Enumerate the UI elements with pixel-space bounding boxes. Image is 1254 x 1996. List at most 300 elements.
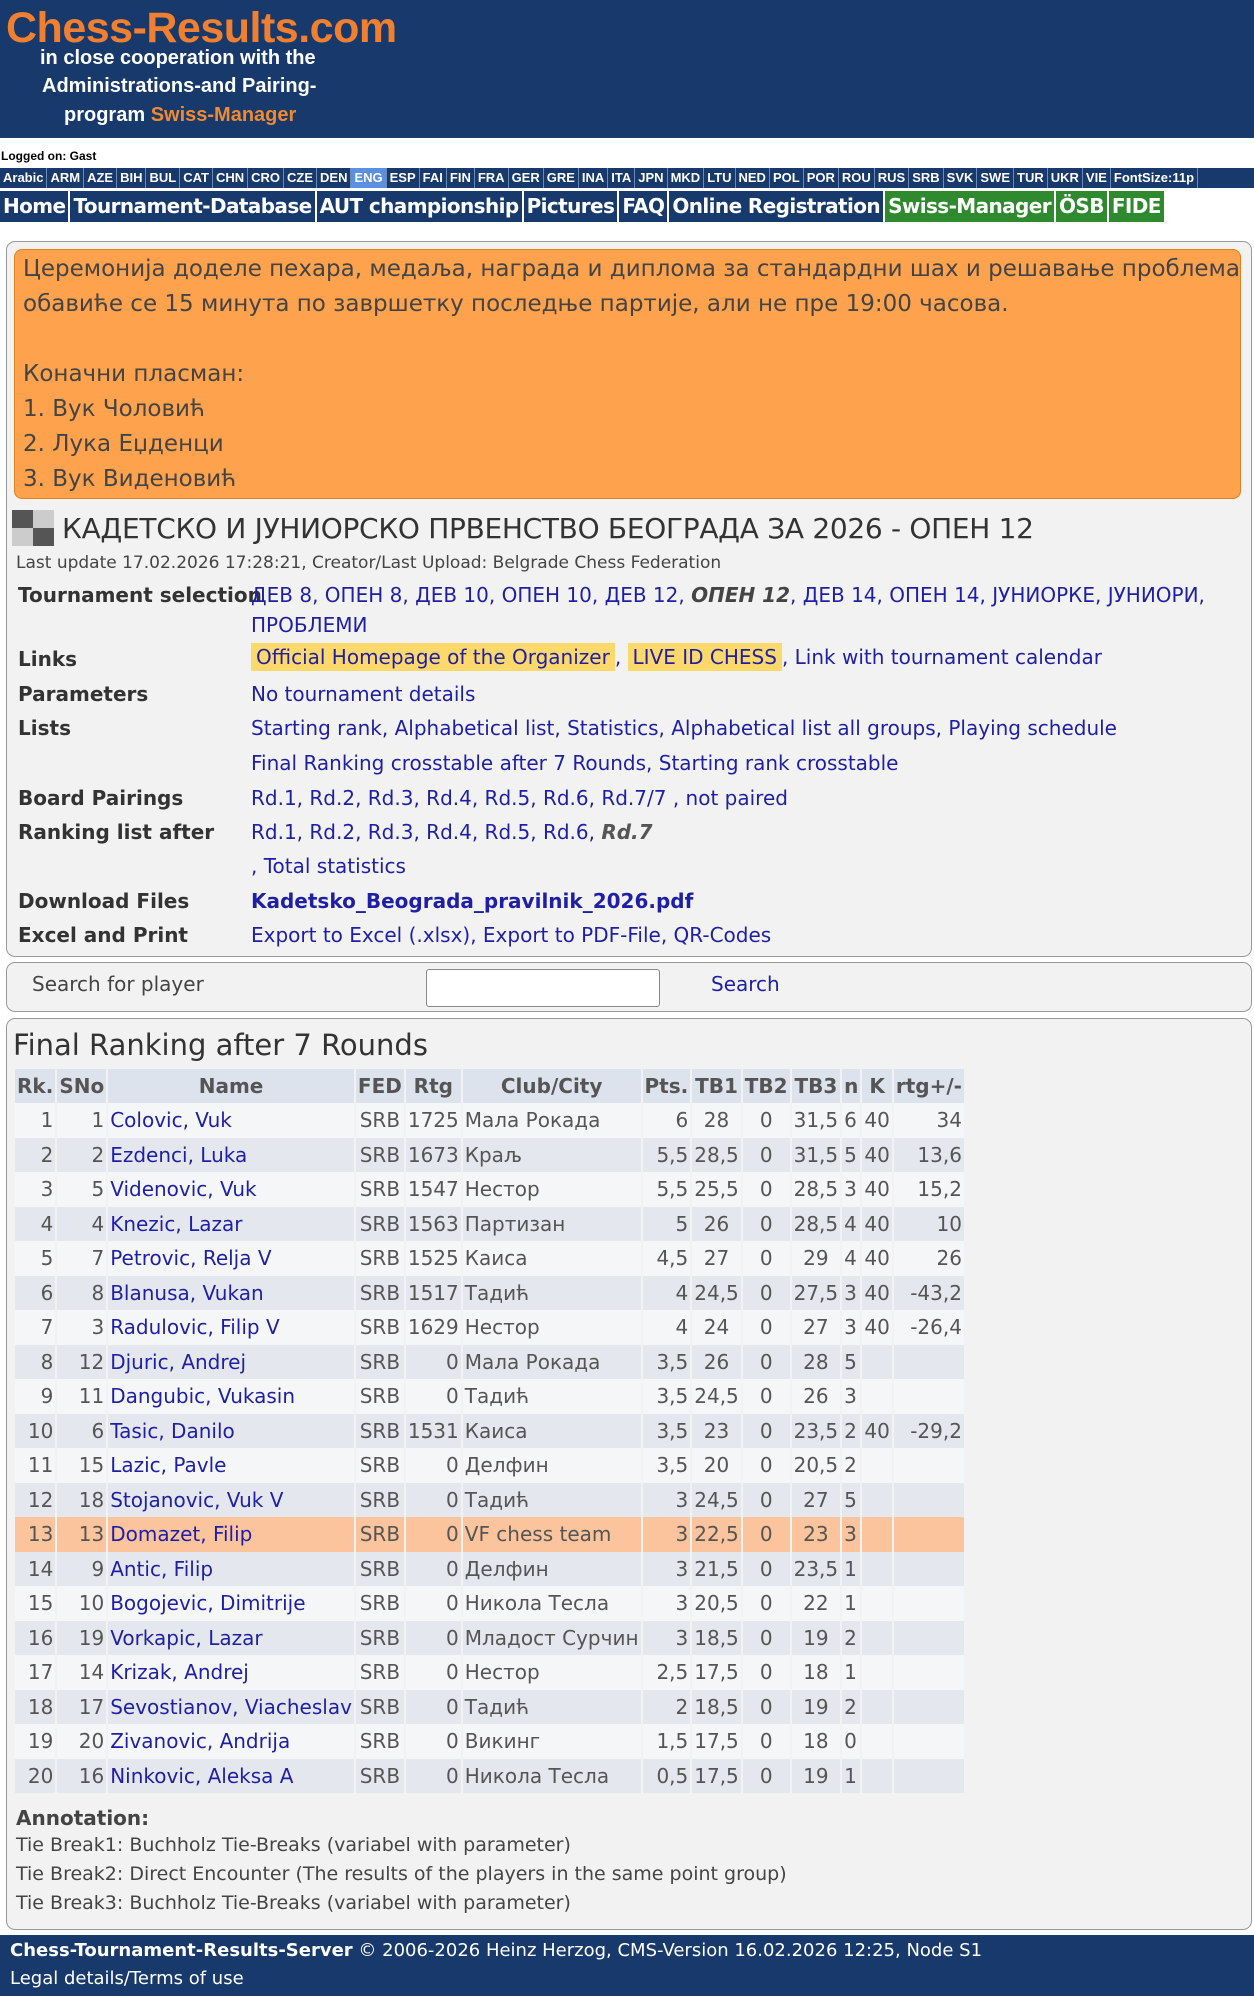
table-cell: SRB bbox=[356, 1172, 404, 1207]
table-cell: 1 bbox=[842, 1655, 860, 1690]
table-cell: 2 bbox=[842, 1621, 860, 1656]
table-cell: 5 bbox=[842, 1345, 860, 1380]
language-arabic[interactable]: Arabic bbox=[0, 168, 47, 188]
language-arm[interactable]: ARM bbox=[47, 168, 84, 188]
table-cell: 1 bbox=[57, 1103, 106, 1138]
table-cell: 26 bbox=[792, 1379, 841, 1414]
logo-tagline-2: Administrations-and Pairing- bbox=[42, 75, 317, 97]
table-cell: 3 bbox=[643, 1586, 691, 1621]
table-cell: 12 bbox=[15, 1483, 55, 1518]
table-cell: 28 bbox=[692, 1103, 741, 1138]
table-cell bbox=[862, 1621, 891, 1656]
table-cell: 0 bbox=[743, 1172, 790, 1207]
table-cell: 40 bbox=[862, 1138, 891, 1173]
table-cell: 5 bbox=[643, 1207, 691, 1242]
table-cell: 14 bbox=[15, 1552, 55, 1587]
table-cell: VF chess team bbox=[463, 1517, 641, 1552]
table-cell: 19 bbox=[792, 1759, 841, 1794]
table-cell bbox=[894, 1379, 964, 1414]
language-cro[interactable]: CRO bbox=[248, 168, 284, 188]
nav-faq[interactable]: FAQ bbox=[619, 191, 669, 222]
language-ltu[interactable]: LTU bbox=[704, 168, 735, 188]
ranking-title: Final Ranking after 7 Rounds bbox=[13, 1028, 428, 1062]
table-row bbox=[15, 1172, 964, 1207]
table-cell: 4,5 bbox=[643, 1241, 691, 1276]
table-cell: 23,5 bbox=[792, 1552, 841, 1587]
table-row bbox=[15, 1655, 964, 1690]
nav-tournament-database[interactable]: Tournament-Database bbox=[70, 191, 316, 222]
nav-aut-championship[interactable]: AUT championship bbox=[317, 191, 524, 222]
language-esp[interactable]: ESP bbox=[387, 168, 420, 188]
logo-brand: Swiss-Manager bbox=[150, 104, 297, 126]
tournament-selection-item[interactable]: ОПЕН 8 bbox=[324, 583, 403, 607]
table-cell: 26 bbox=[692, 1345, 741, 1380]
language-svk[interactable]: SVK bbox=[944, 168, 978, 188]
table-cell: 18,5 bbox=[692, 1690, 741, 1725]
table-cell: 29 bbox=[792, 1241, 841, 1276]
ranking-list-label: Ranking list after bbox=[18, 820, 215, 844]
table-cell: 6 bbox=[57, 1414, 106, 1449]
table-cell: SRB bbox=[356, 1448, 404, 1483]
annotation-tb2: Tie Break2: Direct Encounter (The results of the players in the same point group) bbox=[16, 1863, 787, 1885]
notice-line: 1. Вук Чоловић bbox=[23, 396, 205, 422]
table-cell: 1 bbox=[842, 1552, 860, 1587]
table-cell: 25,5 bbox=[692, 1172, 741, 1207]
table-cell: 1725 bbox=[406, 1103, 461, 1138]
table-cell: 2 bbox=[842, 1448, 860, 1483]
table-cell: SRB bbox=[356, 1310, 404, 1345]
excel-print-label: Excel and Print bbox=[18, 923, 188, 947]
player-name-link[interactable]: Antic, Filip bbox=[108, 1552, 354, 1587]
language-chn[interactable]: CHN bbox=[213, 168, 248, 188]
table-cell: 0 bbox=[406, 1690, 461, 1725]
table-cell bbox=[894, 1724, 964, 1759]
table-cell: -26,4 bbox=[894, 1310, 964, 1345]
language-den[interactable]: DEN bbox=[317, 168, 351, 188]
table-cell: 3 bbox=[842, 1172, 860, 1207]
language-por[interactable]: POR bbox=[804, 168, 839, 188]
table-cell: 0 bbox=[743, 1103, 790, 1138]
table-cell: 1,5 bbox=[643, 1724, 691, 1759]
language-eng[interactable]: ENG bbox=[351, 168, 386, 188]
table-cell: 11 bbox=[15, 1448, 55, 1483]
notice-line: обавиће се 15 минута по завршетку последње партије, али не пре 19:00 часова. bbox=[23, 291, 1009, 317]
table-cell bbox=[894, 1655, 964, 1690]
table-cell: 26 bbox=[692, 1207, 741, 1242]
table-cell bbox=[862, 1379, 891, 1414]
tournament-title: КАДЕТСКО И ЈУНИОРСКО ПРВЕНСТВО БЕОГРАДА ЗА 2026 - ОПЕН 12 bbox=[62, 512, 1034, 545]
tournament-selection-item[interactable]: ДЕВ 14 bbox=[802, 583, 877, 607]
table-cell: 4 bbox=[842, 1241, 860, 1276]
table-cell: 27 bbox=[792, 1483, 841, 1518]
table-cell: 0 bbox=[743, 1724, 790, 1759]
tournament-selection-label: Tournament selection bbox=[18, 583, 262, 607]
live-chess-link[interactable]: LIVE ID CHESS bbox=[628, 643, 782, 671]
board-pairings-label: Board Pairings bbox=[18, 786, 184, 810]
table-cell: 17 bbox=[57, 1690, 106, 1725]
table-cell: 0 bbox=[406, 1724, 461, 1759]
language-fontsize11p[interactable]: FontSize:11p bbox=[1111, 168, 1198, 188]
table-cell bbox=[862, 1586, 891, 1621]
table-cell: 24,5 bbox=[692, 1276, 741, 1311]
language-fai[interactable]: FAI bbox=[420, 168, 447, 188]
language-mkd[interactable]: MKD bbox=[668, 168, 705, 188]
player-name-link[interactable]: Vorkapic, Lazar bbox=[108, 1621, 354, 1656]
table-cell: 0 bbox=[406, 1345, 461, 1380]
table-cell: Каиса bbox=[463, 1414, 641, 1449]
table-cell: 1525 bbox=[406, 1241, 461, 1276]
table-cell: 40 bbox=[862, 1276, 891, 1311]
table-cell: 0 bbox=[743, 1138, 790, 1173]
table-cell: 0 bbox=[842, 1724, 860, 1759]
table-cell: 2,5 bbox=[643, 1655, 691, 1690]
language-tur[interactable]: TUR bbox=[1014, 168, 1048, 188]
player-name-link[interactable]: Stojanovic, Vuk V bbox=[108, 1483, 354, 1518]
table-cell: 23 bbox=[792, 1517, 841, 1552]
table-cell: Викинг bbox=[463, 1724, 641, 1759]
language-jpn[interactable]: JPN bbox=[635, 168, 667, 188]
table-cell: SRB bbox=[356, 1379, 404, 1414]
parameters-link[interactable]: No tournament details bbox=[251, 682, 476, 706]
player-name-link[interactable]: Colovic, Vuk bbox=[108, 1103, 354, 1138]
table-cell: 22 bbox=[792, 1586, 841, 1621]
table-cell: 0 bbox=[743, 1655, 790, 1690]
table-cell bbox=[894, 1690, 964, 1725]
total-statistics-link[interactable]: , Total statistics bbox=[251, 854, 406, 878]
table-cell: 10 bbox=[57, 1586, 106, 1621]
table-cell: 10 bbox=[15, 1414, 55, 1449]
table-cell: Каиса bbox=[463, 1241, 641, 1276]
table-cell: 0 bbox=[406, 1621, 461, 1656]
language-swe[interactable]: SWE bbox=[977, 168, 1014, 188]
language-cat[interactable]: CAT bbox=[180, 168, 213, 188]
table-cell: 4 bbox=[57, 1207, 106, 1242]
nav-pictures[interactable]: Pictures bbox=[524, 191, 620, 222]
table-cell: 28,5 bbox=[692, 1138, 741, 1173]
parameters-label: Parameters bbox=[18, 682, 149, 706]
player-name-link[interactable]: Ninkovic, Aleksa A bbox=[108, 1759, 354, 1794]
table-cell: 0 bbox=[406, 1379, 461, 1414]
language-gre[interactable]: GRE bbox=[544, 168, 579, 188]
footer-copyright: Chess-Tournament-Results-Server © 2006-2026 Heinz Herzog, CMS-Version 16.02.2026 12:25, Node S1 bbox=[10, 1940, 983, 1961]
player-name-link[interactable]: Ezdenci, Luka bbox=[108, 1138, 354, 1173]
search-label: Search for player bbox=[32, 972, 204, 996]
table-cell: 0 bbox=[743, 1586, 790, 1621]
table-cell: 17,5 bbox=[692, 1759, 741, 1794]
table-cell: 3 bbox=[643, 1621, 691, 1656]
table-cell: 19 bbox=[792, 1690, 841, 1725]
search-player-input[interactable] bbox=[426, 969, 660, 1007]
table-cell: 5 bbox=[57, 1172, 106, 1207]
tournament-selection-item[interactable]: ДЕВ 12 bbox=[604, 583, 679, 607]
table-cell: 1673 bbox=[406, 1138, 461, 1173]
table-cell: Делфин bbox=[463, 1552, 641, 1587]
language-ita[interactable]: ITA bbox=[608, 168, 635, 188]
player-name-link[interactable]: Blanusa, Vukan bbox=[108, 1276, 354, 1311]
language-bih[interactable]: BIH bbox=[117, 168, 146, 188]
column-header: TB1 bbox=[692, 1069, 741, 1103]
logged-on-status: Logged on: Gast bbox=[1, 149, 97, 163]
table-cell bbox=[862, 1517, 891, 1552]
table-cell: 28,5 bbox=[792, 1172, 841, 1207]
table-row bbox=[15, 1724, 964, 1759]
table-cell: 1547 bbox=[406, 1172, 461, 1207]
links-label: Links bbox=[18, 647, 78, 671]
table-cell: 19 bbox=[792, 1621, 841, 1656]
table-cell: SRB bbox=[356, 1345, 404, 1380]
table-cell bbox=[862, 1552, 891, 1587]
table-cell: 0 bbox=[743, 1517, 790, 1552]
table-cell: 24,5 bbox=[692, 1483, 741, 1518]
player-name-link[interactable]: Krizak, Andrej bbox=[108, 1655, 354, 1690]
lists-links-2[interactable]: Final Ranking crosstable after 7 Rounds, Starting rank crosstable bbox=[251, 751, 899, 775]
table-cell: 21,5 bbox=[692, 1552, 741, 1587]
column-header: FED bbox=[356, 1069, 404, 1103]
table-cell: 5 bbox=[15, 1241, 55, 1276]
table-cell: SRB bbox=[356, 1690, 404, 1725]
nav--sb[interactable]: ÖSB bbox=[1056, 191, 1109, 222]
board-pairings-links[interactable]: Rd.1, Rd.2, Rd.3, Rd.4, Rd.5, Rd.6, Rd.7/7 , not paired bbox=[251, 786, 788, 810]
table-cell: 0 bbox=[406, 1552, 461, 1587]
current-round: Rd.7 bbox=[601, 820, 653, 844]
table-cell: 3 bbox=[643, 1552, 691, 1587]
lists-links[interactable]: Starting rank, Alphabetical list, Statistics, Alphabetical list all groups, Playing schedule bbox=[251, 716, 1117, 740]
table-cell bbox=[862, 1448, 891, 1483]
table-cell: Нестор bbox=[463, 1172, 641, 1207]
table-cell: 5 bbox=[842, 1138, 860, 1173]
table-cell: 16 bbox=[15, 1621, 55, 1656]
table-cell bbox=[862, 1724, 891, 1759]
table-cell: 0 bbox=[743, 1483, 790, 1518]
table-cell: Краљ bbox=[463, 1138, 641, 1173]
column-header: TB2 bbox=[743, 1069, 790, 1103]
tournament-selection-item[interactable]: ОПЕН 14 bbox=[889, 583, 980, 607]
table-cell: 0 bbox=[406, 1483, 461, 1518]
language-rou[interactable]: ROU bbox=[839, 168, 875, 188]
player-name-link[interactable]: Zivanovic, Andrija bbox=[108, 1724, 354, 1759]
official-homepage-link[interactable]: Official Homepage of the Organizer bbox=[251, 643, 615, 671]
tournament-selection-item[interactable]: ОПЕН 12 bbox=[691, 583, 791, 607]
player-name-link[interactable]: Djuric, Andrej bbox=[108, 1345, 354, 1380]
table-cell: Делфин bbox=[463, 1448, 641, 1483]
language-rus[interactable]: RUS bbox=[875, 168, 909, 188]
column-header: Club/City bbox=[463, 1069, 641, 1103]
legal-link[interactable]: Legal details/Terms of use bbox=[10, 1968, 244, 1989]
tournament-selection-link[interactable]: ПРОБЛЕМИ bbox=[251, 613, 368, 637]
table-cell: 5,5 bbox=[643, 1172, 691, 1207]
search-button[interactable]: Search bbox=[711, 972, 780, 996]
table-row bbox=[15, 1483, 964, 1518]
table-cell: 1 bbox=[15, 1103, 55, 1138]
table-cell: 20 bbox=[692, 1448, 741, 1483]
table-cell: 40 bbox=[862, 1103, 891, 1138]
table-cell: 6 bbox=[643, 1103, 691, 1138]
table-cell: -43,2 bbox=[894, 1276, 964, 1311]
table-cell: 1563 bbox=[406, 1207, 461, 1242]
table-cell bbox=[894, 1345, 964, 1380]
table-row bbox=[15, 1517, 964, 1552]
server-name: Chess-Tournament-Results-Server bbox=[10, 1940, 353, 1961]
table-cell: 20 bbox=[15, 1759, 55, 1794]
chessboard-icon bbox=[12, 510, 54, 546]
column-header: TB3 bbox=[792, 1069, 841, 1103]
table-cell: 15,2 bbox=[894, 1172, 964, 1207]
table-cell: 14 bbox=[57, 1655, 106, 1690]
language-fin[interactable]: FIN bbox=[447, 168, 475, 188]
language-cze[interactable]: CZE bbox=[284, 168, 317, 188]
site-logo[interactable]: Chess-Results.com bbox=[6, 4, 397, 52]
tournament-selection-item[interactable]: ЈУНИОРКЕ bbox=[992, 583, 1095, 607]
player-name-link[interactable]: Radulovic, Filip V bbox=[108, 1310, 354, 1345]
table-cell: 24,5 bbox=[692, 1379, 741, 1414]
player-name-link[interactable]: Videnovic, Vuk bbox=[108, 1172, 354, 1207]
lists-label: Lists bbox=[18, 716, 71, 740]
table-cell: Нестор bbox=[463, 1655, 641, 1690]
export-links[interactable]: Export to Excel (.xlsx), Export to PDF-File, QR-Codes bbox=[251, 923, 772, 947]
player-name-link[interactable]: Tasic, Danilo bbox=[108, 1414, 354, 1449]
table-cell: SRB bbox=[356, 1276, 404, 1311]
column-header: Pts. bbox=[643, 1069, 691, 1103]
language-vie[interactable]: VIE bbox=[1083, 168, 1111, 188]
table-cell: 4 bbox=[643, 1310, 691, 1345]
language-ned[interactable]: NED bbox=[736, 168, 770, 188]
table-cell: 2 bbox=[842, 1690, 860, 1725]
table-cell: 0 bbox=[743, 1552, 790, 1587]
table-cell: Тадић bbox=[463, 1379, 641, 1414]
table-cell: 20,5 bbox=[792, 1448, 841, 1483]
table-cell bbox=[894, 1552, 964, 1587]
table-cell: 6 bbox=[15, 1276, 55, 1311]
table-cell: 1 bbox=[842, 1759, 860, 1794]
table-row bbox=[15, 1414, 964, 1449]
table-cell: 5 bbox=[842, 1483, 860, 1518]
notice-box bbox=[14, 249, 1241, 499]
player-name-link[interactable]: Petrovic, Relja V bbox=[108, 1241, 354, 1276]
language-bar bbox=[0, 168, 1254, 188]
player-name-link[interactable]: Sevostianov, Viacheslav bbox=[108, 1690, 354, 1725]
table-cell: SRB bbox=[356, 1103, 404, 1138]
language-fra[interactable]: FRA bbox=[475, 168, 509, 188]
tournament-selection-item[interactable]: ОПЕН 10 bbox=[501, 583, 592, 607]
table-cell: 13 bbox=[15, 1517, 55, 1552]
language-aze[interactable]: AZE bbox=[84, 168, 117, 188]
tournament-selection-item[interactable]: ЈУНИОРИ bbox=[1107, 583, 1199, 607]
table-cell: 40 bbox=[862, 1414, 891, 1449]
language-ukr[interactable]: UKR bbox=[1048, 168, 1083, 188]
language-bul[interactable]: BUL bbox=[146, 168, 180, 188]
table-cell: 12 bbox=[57, 1345, 106, 1380]
download-pdf-link[interactable]: Kadetsko_Beograda_pravilnik_2026.pdf bbox=[251, 889, 694, 913]
tournament-selection-item[interactable]: ДЕВ 10 bbox=[415, 583, 489, 607]
table-cell: SRB bbox=[356, 1241, 404, 1276]
notice-line: Церемонија доделе пехара, медаља, награда и диплома за стандардни шах и решавање проблема bbox=[23, 256, 1241, 282]
table-cell: 0,5 bbox=[643, 1759, 691, 1794]
language-pol[interactable]: POL bbox=[770, 168, 804, 188]
table-cell: 40 bbox=[862, 1241, 891, 1276]
table-cell: 0 bbox=[406, 1655, 461, 1690]
tournament-selection-item[interactable]: ДЕВ 8 bbox=[251, 583, 313, 607]
table-cell bbox=[862, 1690, 891, 1725]
player-name-link[interactable]: Lazic, Pavle bbox=[108, 1448, 354, 1483]
table-cell: 0 bbox=[743, 1414, 790, 1449]
table-cell: 0 bbox=[743, 1759, 790, 1794]
table-cell: 3 bbox=[15, 1172, 55, 1207]
table-row bbox=[15, 1138, 964, 1173]
column-header: n bbox=[842, 1069, 860, 1103]
table-header-row bbox=[15, 1069, 964, 1103]
language-srb[interactable]: SRB bbox=[909, 168, 943, 188]
nav-swiss-manager[interactable]: Swiss-Manager bbox=[885, 191, 1056, 222]
table-cell: Тадић bbox=[463, 1690, 641, 1725]
player-name-link[interactable]: Domazet, Filip bbox=[108, 1517, 354, 1552]
table-cell: 19 bbox=[57, 1621, 106, 1656]
table-cell: SRB bbox=[356, 1621, 404, 1656]
logo-tagline-1: in close cooperation with the bbox=[40, 47, 316, 69]
site-header bbox=[0, 0, 1254, 138]
table-cell: 13 bbox=[57, 1517, 106, 1552]
nav-fide[interactable]: FIDE bbox=[1109, 191, 1166, 222]
table-cell: 2 bbox=[842, 1414, 860, 1449]
table-cell: 1 bbox=[842, 1586, 860, 1621]
table-cell: 28,5 bbox=[792, 1207, 841, 1242]
table-cell: 2 bbox=[57, 1138, 106, 1173]
player-name-link[interactable]: Bogojevic, Dimitrije bbox=[108, 1586, 354, 1621]
table-cell: Мала Рокада bbox=[463, 1345, 641, 1380]
table-cell: Партизан bbox=[463, 1207, 641, 1242]
table-cell: 17,5 bbox=[692, 1724, 741, 1759]
table-cell: 3 bbox=[643, 1483, 691, 1518]
player-name-link[interactable]: Dangubic, Vukasin bbox=[108, 1379, 354, 1414]
table-cell: 0 bbox=[743, 1379, 790, 1414]
last-update: Last update 17.02.2026 17:28:21, Creator/Last Upload: Belgrade Chess Federation bbox=[16, 553, 722, 573]
player-name-link[interactable]: Knezic, Lazar bbox=[108, 1207, 354, 1242]
table-cell: SRB bbox=[356, 1517, 404, 1552]
language-ger[interactable]: GER bbox=[509, 168, 544, 188]
table-cell: 0 bbox=[743, 1690, 790, 1725]
table-cell bbox=[894, 1621, 964, 1656]
table-cell: 31,5 bbox=[792, 1103, 841, 1138]
table-cell: 16 bbox=[57, 1759, 106, 1794]
table-cell: 0 bbox=[406, 1586, 461, 1621]
notice-line: Коначни пласман: bbox=[23, 361, 245, 387]
table-cell: 27 bbox=[792, 1310, 841, 1345]
table-cell: 19 bbox=[15, 1724, 55, 1759]
calendar-link[interactable]: Link with tournament calendar bbox=[794, 645, 1102, 669]
table-cell: 0 bbox=[743, 1276, 790, 1311]
table-cell: 20 bbox=[57, 1724, 106, 1759]
table-cell: 0 bbox=[743, 1621, 790, 1656]
table-cell: 4 bbox=[842, 1207, 860, 1242]
table-cell: SRB bbox=[356, 1138, 404, 1173]
table-cell: 1531 bbox=[406, 1414, 461, 1449]
language-ina[interactable]: INA bbox=[579, 168, 608, 188]
table-cell: 2 bbox=[643, 1690, 691, 1725]
table-cell bbox=[894, 1517, 964, 1552]
nav-home[interactable]: Home bbox=[0, 191, 70, 222]
table-cell: 18 bbox=[15, 1690, 55, 1725]
table-cell: 22,5 bbox=[692, 1517, 741, 1552]
table-cell: 0 bbox=[743, 1345, 790, 1380]
table-cell: Младост Сурчин bbox=[463, 1621, 641, 1656]
download-files-label: Download Files bbox=[18, 889, 190, 913]
table-cell: 15 bbox=[15, 1586, 55, 1621]
table-cell bbox=[894, 1586, 964, 1621]
ranking-list-links[interactable]: Rd.1, Rd.2, Rd.3, Rd.4, Rd.5, Rd.6, Rd.7 bbox=[251, 820, 653, 844]
table-row bbox=[15, 1552, 964, 1587]
nav-online-registration[interactable]: Online Registration bbox=[669, 191, 885, 222]
logo-tagline-3: program Swiss-Manager bbox=[64, 104, 297, 126]
table-cell: 3,5 bbox=[643, 1379, 691, 1414]
